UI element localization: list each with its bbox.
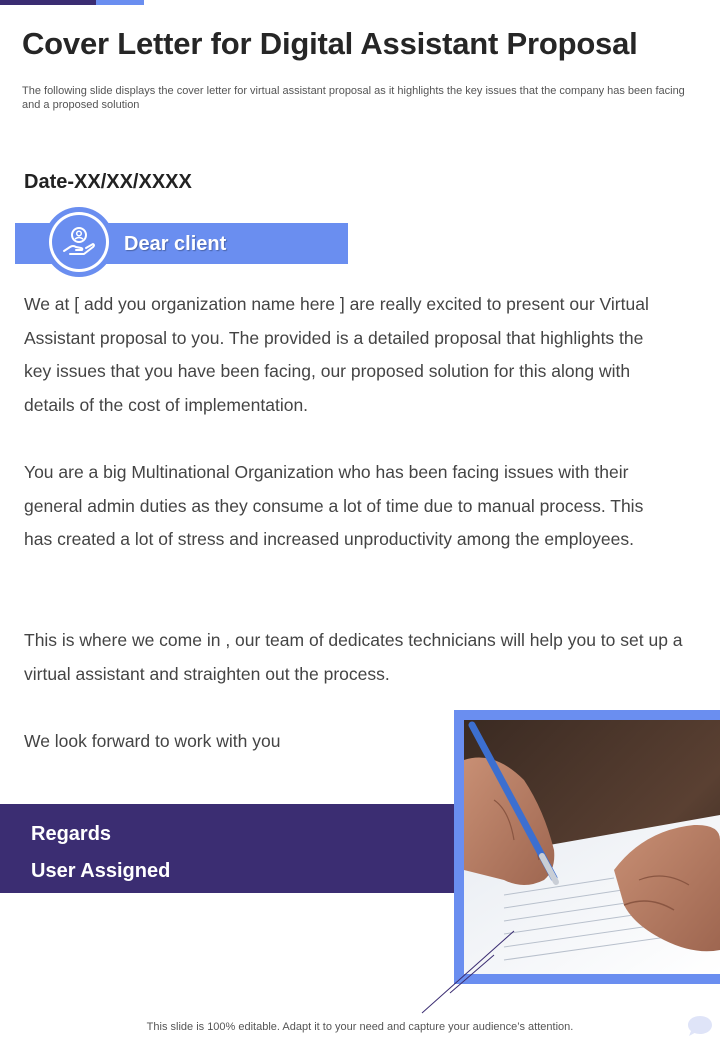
body-paragraph-issues: You are a big Multinational Organization who has been facing issues with their general admin duties as they consume a lot of time due to manual process. This has created a lot of stress and increased unproductivity among the employees. <box>24 462 644 549</box>
page-title: Cover Letter for Digital Assistant Proposal <box>22 26 638 61</box>
page-subtitle: The following slide displays the cover letter for virtual assistant proposal as it highlights the key issues that the company has been facing and a proposed solution <box>22 85 685 111</box>
body-paragraph-intro: We at [ add you organization name here ] are really excited to present our Virtual Assistant proposal to you. The provided is a detailed proposal that highlights the key issues that you have been facing, our proposed solution for this along with details of the cost of implementation. <box>24 294 649 415</box>
user-hand-icon <box>60 223 98 261</box>
footer-note: This slide is 100% editable. Adapt it to your need and capture your audience’s attention. <box>146 1021 574 1033</box>
chat-bubble-icon[interactable] <box>686 1014 714 1038</box>
signoff-regards: Regards <box>31 823 112 845</box>
signoff-name: User Assigned <box>31 860 171 882</box>
top-accent-bar-dark <box>0 0 96 5</box>
body-paragraph-solution: This is where we come in , our team of dedicates technicians will help you to set up a virtual assistant and straighten out the process. <box>24 630 683 684</box>
decorative-diagonal-lines <box>410 925 530 1020</box>
top-accent-bar-light <box>96 0 144 5</box>
letter-date: Date-XX/XX/XXXX <box>24 171 192 193</box>
greeting-label: Dear client <box>124 233 227 255</box>
body-paragraph-closing: We look forward to work with you <box>24 731 281 751</box>
